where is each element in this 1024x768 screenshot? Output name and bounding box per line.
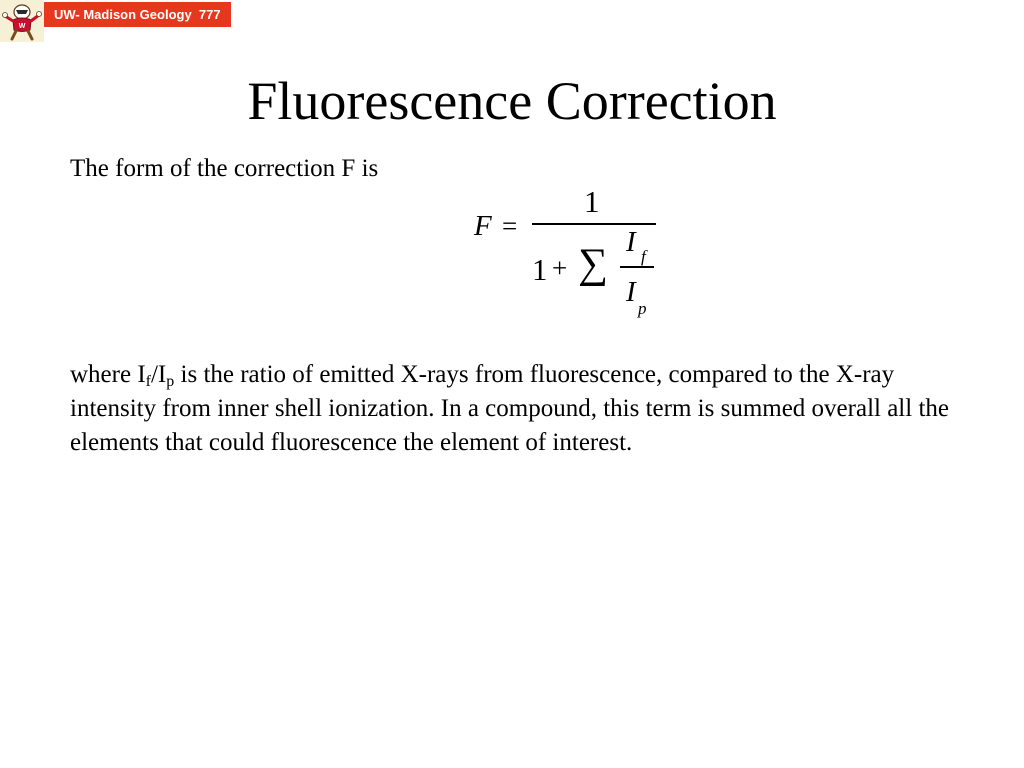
denominator-plus: + [552,253,568,283]
summation-symbol: ∑ [578,241,608,287]
main-fraction-bar [532,223,656,225]
correction-equation [470,186,670,321]
ratio-numerator-subscript: f [641,247,646,266]
explanation-paragraph [70,358,950,460]
para-part3: is the ratio of emitted X-rays from fluorescence, compared to the X-ray intensity from inner shell ionization. In a compound, this term is summed overall all the elements that could fluorescence the element of interest. [70,361,949,456]
para-sub-p: p [166,373,175,390]
badger-logo [0,0,44,42]
para-sub-f: f [145,373,151,390]
ratio-fraction-bar [620,266,654,268]
para-part1: where I [70,361,146,388]
equation-lhs: F [474,210,492,242]
equation-equals: = [502,211,518,241]
denominator-one: 1 [532,252,548,287]
ratio-denominator-subscript: p [638,299,647,318]
slide-title: Fluorescence Correction [247,71,777,131]
intro-text: The form of the correction F is [70,155,379,182]
ratio-numerator-symbol: I [626,226,636,258]
course-badge: UW- Madison Geology 777 [44,2,231,27]
svg-text:W: W [18,23,26,30]
equation-numerator: 1 [584,184,600,219]
ratio-denominator-symbol: I [626,276,636,308]
para-part2: /I [150,361,167,388]
